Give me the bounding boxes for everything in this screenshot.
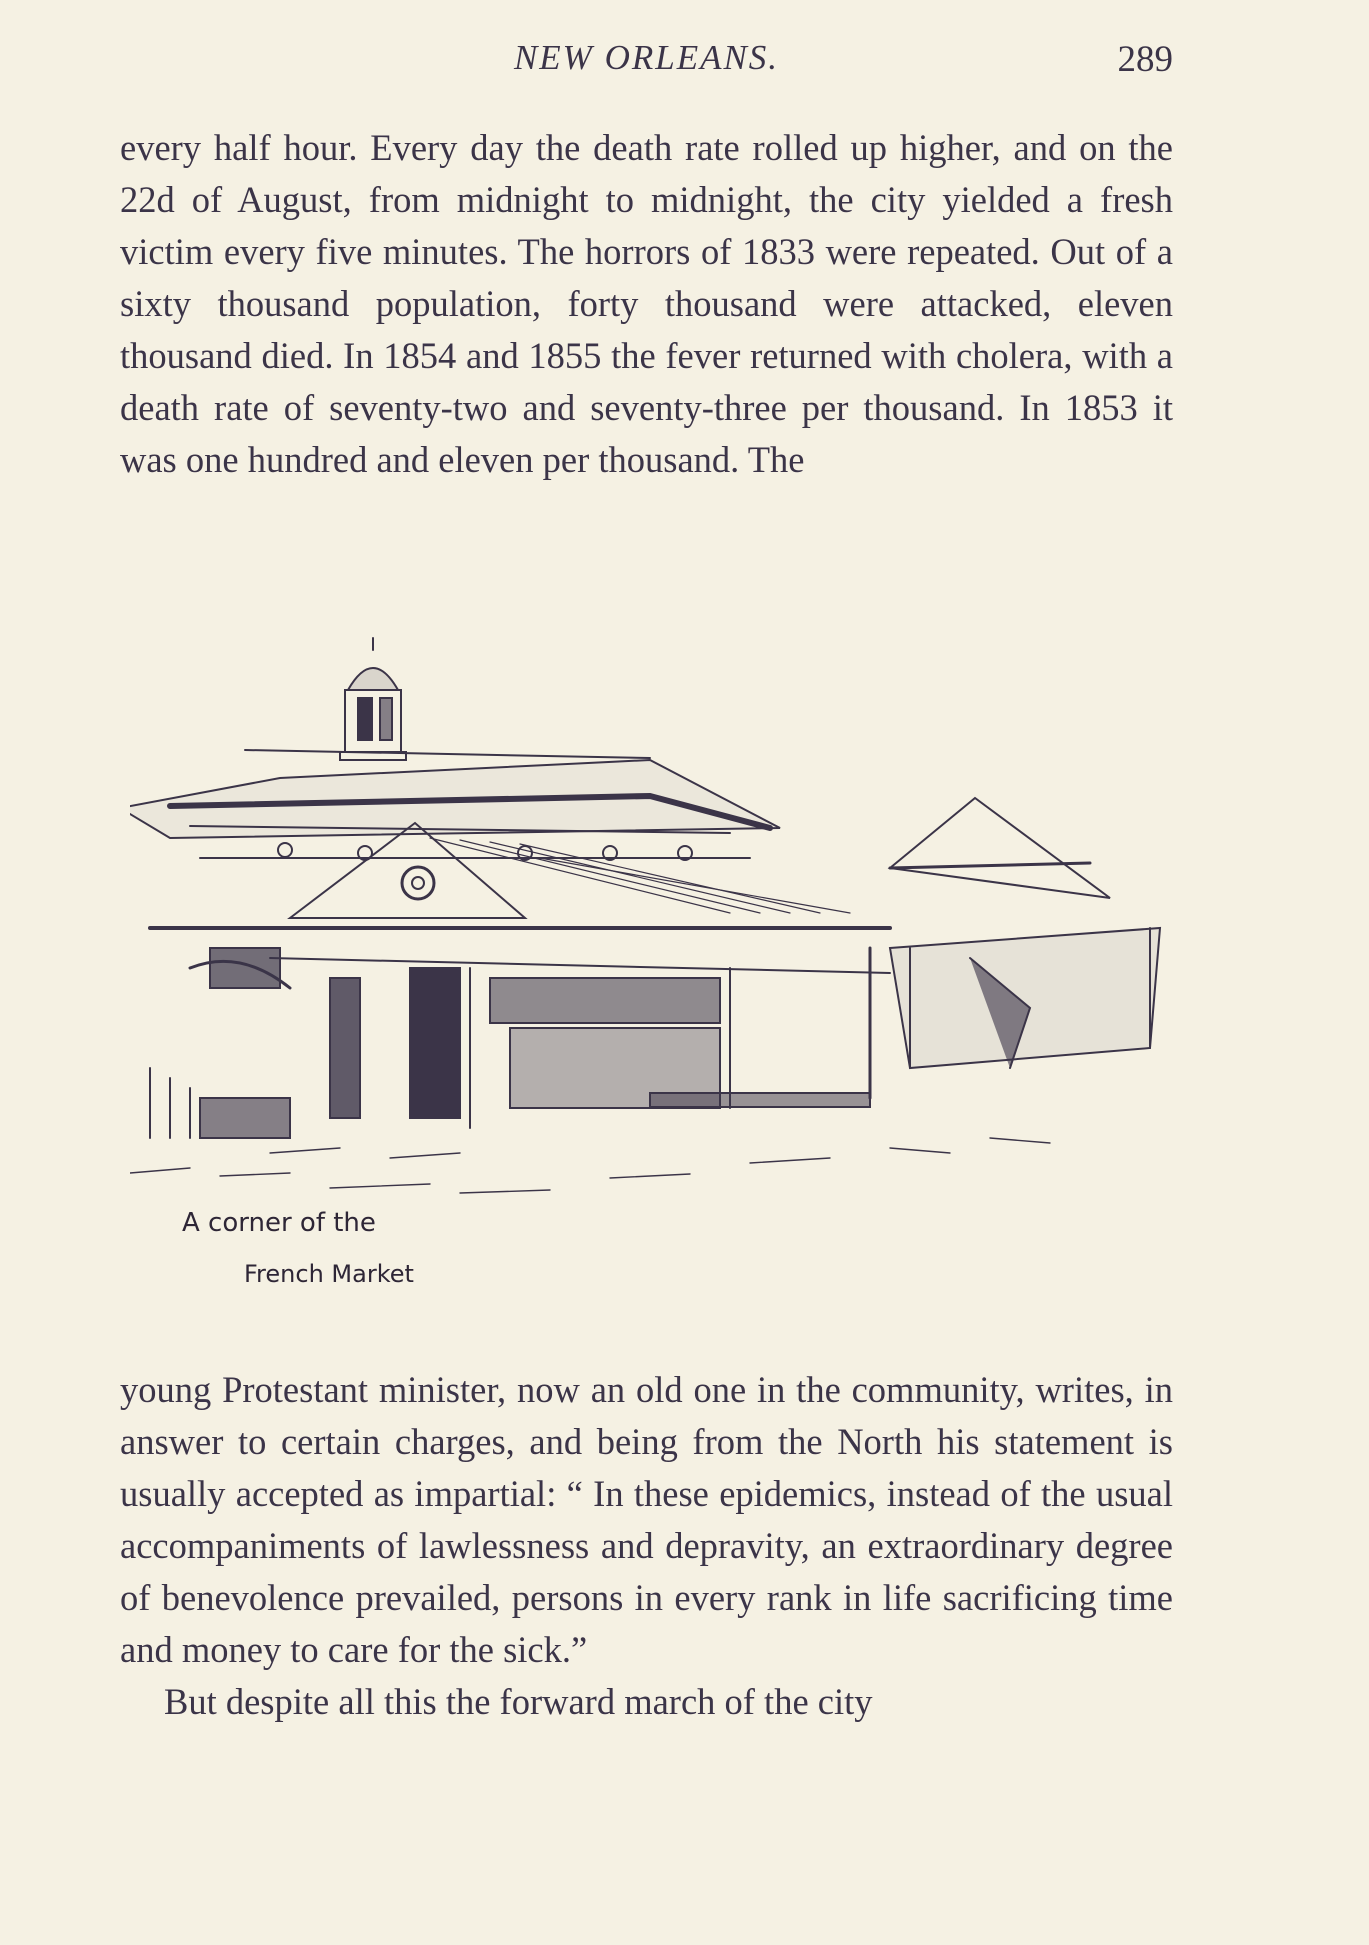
main-roof	[130, 750, 780, 860]
street-ground	[130, 1138, 1050, 1208]
page-number: 289	[1117, 39, 1173, 80]
body-text-top	[120, 122, 1173, 486]
caption-line-2: French Market	[244, 1260, 414, 1288]
market-sketch	[130, 628, 1170, 1208]
caption-line-1: A corner of the	[182, 1208, 376, 1238]
page-header	[120, 38, 1173, 88]
cupola	[340, 638, 406, 760]
side-shed	[890, 798, 1160, 1068]
body-text-bottom	[120, 1364, 1173, 1728]
illustration-caption	[182, 1208, 512, 1318]
pediment	[290, 823, 850, 918]
paragraph-quote: young Protestant minister, now an old one in the community, writes, in answer to certain charges, and being from the North his statement is usually accepted as impartial: “ In these epidemics, instead of the usual accompaniments of lawlessness and depravity, an extraordinary degree of benevolence prevailed, persons in every rank in life sacrificing time and money to care for the sick.”	[120, 1369, 1173, 1670]
paragraph-continued: every half hour. Every day the death rate rolled up higher, and on the 22d of August, from midnight to midnight, the city yielded a fresh victim every five minutes. The horrors of 1833 were repeated. Out of a sixty thousand population, forty thousand were attacked, eleven thousand died. In 1854 and 1855 the fever returned with cholera, with a death rate of seventy-two and seventy-three per thousand. In 1853 it was one hundred and eleven per thousand. The	[120, 127, 1173, 480]
arcade-facade	[150, 928, 890, 1138]
running-head: NEW ORLEANS.	[513, 38, 780, 77]
paragraph-next: But despite all this the forward march of the city	[164, 1681, 873, 1722]
illustration-french-market	[130, 628, 1170, 1318]
